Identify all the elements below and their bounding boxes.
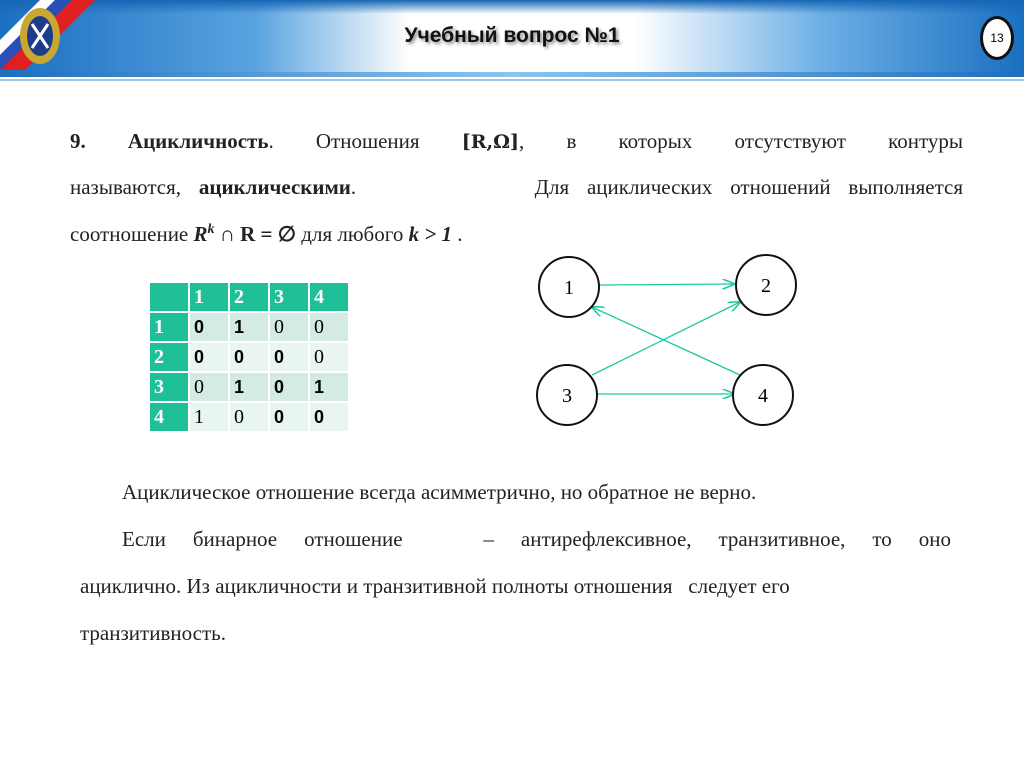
formula-intersection: ∩ R = ∅ (214, 222, 297, 246)
svg-text:4: 4 (758, 385, 768, 407)
text: соотношение (70, 222, 194, 246)
paragraph-asymmetry: Ациклическое отношение всегда асимметрично, но обратное не верно. (122, 480, 757, 504)
formula-condition: k > 1 (408, 222, 453, 246)
node-2 (736, 255, 796, 315)
text: , в которых отсутствуют контуры (519, 129, 964, 153)
term-acyclicity: Ацикличность (127, 129, 269, 153)
matrix-row (150, 343, 348, 371)
node-1 (539, 257, 599, 317)
text-line-1 (70, 129, 963, 154)
svg-text:2: 2 (761, 275, 771, 297)
svg-text:3: 3 (562, 385, 572, 407)
text: . Для ациклических отношений выполняется (350, 175, 964, 199)
matrix-row (150, 403, 348, 431)
matrix-cell: 1 (190, 403, 228, 431)
header-divider-thin (0, 79, 1024, 81)
col-header: 2 (230, 283, 268, 311)
matrix-cell: 0 (310, 403, 348, 431)
page-number: 13 (980, 16, 1014, 60)
svg-text:1: 1 (564, 277, 574, 299)
matrix-cell: 0 (270, 373, 308, 401)
text: для любого (296, 222, 409, 246)
row-header: 3 (150, 373, 188, 401)
item-number: 9. (70, 129, 128, 153)
relation-graph (530, 250, 810, 430)
text-line-3 (70, 222, 463, 247)
node-4 (733, 365, 793, 425)
paragraph-2-line-2: ациклично. Из ацикличности и транзитивной полноты отношения следует его (80, 574, 790, 598)
slide-title: Учебный вопрос №1 (404, 24, 620, 47)
matrix-cell: 0 (190, 343, 228, 371)
header-divider (0, 72, 1024, 77)
matrix-cell: 0 (270, 403, 308, 431)
matrix-cell: 1 (310, 373, 348, 401)
matrix-cell: 0 (270, 343, 308, 371)
edge-4-1 (592, 307, 740, 375)
text: называются, (70, 175, 199, 199)
edge-3-2 (592, 302, 740, 375)
matrix-row (150, 373, 348, 401)
node-3 (537, 365, 597, 425)
text-line-2 (70, 175, 963, 200)
matrix-cell: 1 (230, 313, 268, 341)
row-header: 4 (150, 403, 188, 431)
matrix-cell: 0 (310, 343, 348, 371)
matrix-corner (150, 283, 188, 311)
edge-1-2 (600, 284, 734, 285)
matrix-cell: 0 (230, 343, 268, 371)
matrix-cell: 0 (310, 313, 348, 341)
adjacency-matrix (148, 281, 350, 433)
formula-r: R (193, 222, 208, 246)
matrix-cell: 0 (190, 313, 228, 341)
matrix-cell: 0 (230, 403, 268, 431)
matrix-row (150, 313, 348, 341)
formula-k: k (207, 222, 215, 237)
row-header: 1 (150, 313, 188, 341)
matrix-cell: 0 (270, 313, 308, 341)
formula-relation: [R,Ω] (461, 131, 520, 153)
term-acyclic: ациклическими (198, 175, 351, 199)
text: . Отношения (268, 129, 462, 153)
text: . (452, 222, 463, 246)
matrix-cell: 1 (230, 373, 268, 401)
col-header: 1 (190, 283, 228, 311)
matrix-cell: 0 (190, 373, 228, 401)
col-header: 4 (310, 283, 348, 311)
col-header: 3 (270, 283, 308, 311)
paragraph-2-line-1: Если бинарное отношение – антирефлексивное, транзитивное, то оно (122, 527, 951, 551)
row-header: 2 (150, 343, 188, 371)
paragraph-2-line-3: транзитивность. (80, 621, 226, 645)
